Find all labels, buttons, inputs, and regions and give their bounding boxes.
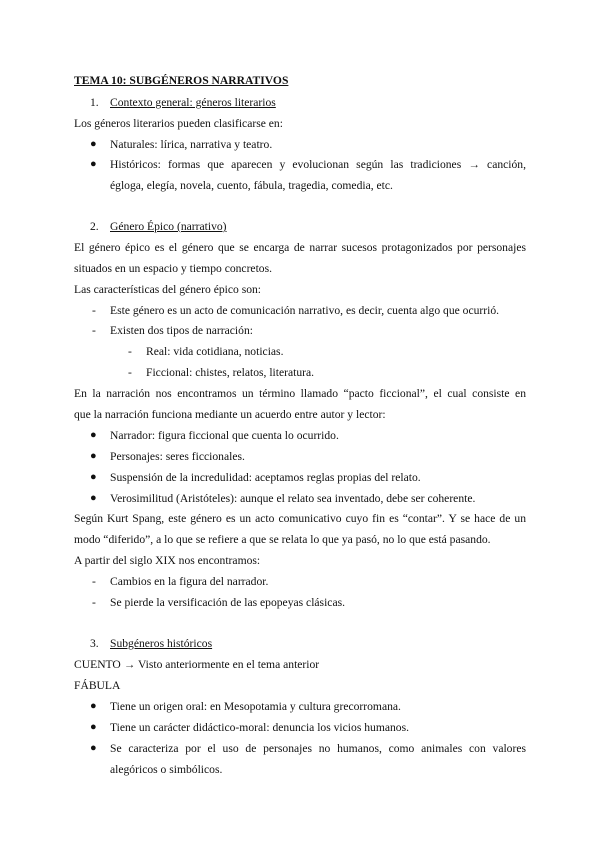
paragraph: situados en un espacio y tiempo concretos. [74,262,273,275]
bullet-icon: ● [90,471,97,483]
list-item: Se caracteriza por el uso de personajes no humanos, como animales con valores [110,742,526,755]
list-item-continuation: égloga, elegía, novela, cuento, fábula, tragedia, comedia, etc. [110,179,393,192]
paragraph: Las características del género épico son: [74,283,262,296]
subgenre-fabula: FÁBULA [74,679,121,692]
section-2-heading: Género Épico (narrativo) [110,220,227,233]
section-1-intro: Los géneros literarios pueden clasificarse en: [74,117,283,130]
sub-list-item: Real: vida cotidiana, noticias. [146,345,284,358]
section-1-number: 1. [90,96,99,109]
paragraph: A partir del siglo XIX nos encontramos: [74,554,261,567]
list-item: Se pierde la versificación de las epopeyas clásicas. [110,596,345,609]
list-item: Históricos: formas que aparecen y evolucionan según las tradiciones → canción, [110,158,526,171]
bullet-icon: ● [90,158,97,170]
paragraph: que la narración funciona mediante un acuerdo entre autor y lector: [74,408,386,421]
dash-icon: - [92,304,96,317]
section-1-heading: Contexto general: géneros literarios [110,96,276,109]
section-3-number: 3. [90,637,99,650]
bullet-icon: ● [90,429,97,441]
section-3-heading: Subgéneros históricos [110,637,213,650]
list-item: Este género es un acto de comunicación narrativo, es decir, cuenta algo que ocurrió. [110,304,500,317]
paragraph: modo “diferido”, a lo que se refiere a que se relata lo que ya pasó, no lo que está pasando. [74,533,491,546]
bullet-icon: ● [90,721,97,733]
bullet-icon: ● [90,742,97,754]
page-title: TEMA 10: SUBGÉNEROS NARRATIVOS [74,74,289,87]
paragraph: El género épico es el género que se encarga de narrar sucesos protagonizados por personajes [74,241,526,254]
list-item: Tiene un origen oral: en Mesopotamia y cultura grecorromana. [110,700,401,713]
bullet-icon: ● [90,138,97,150]
bullet-icon: ● [90,450,97,462]
list-item: Suspensión de la incredulidad: aceptamos reglas propias del relato. [110,471,421,484]
dash-icon: - [92,324,96,337]
bullet-icon: ● [90,700,97,712]
list-item-continuation: alegóricos o simbólicos. [110,763,223,776]
list-item: Cambios en la figura del narrador. [110,575,269,588]
list-item: Narrador: figura ficcional que cuenta lo ocurrido. [110,429,339,442]
dash-icon: - [128,366,132,379]
list-item: Tiene un carácter didáctico-moral: denuncia los vicios humanos. [110,721,409,734]
list-item: Verosimilitud (Aristóteles): aunque el relato sea inventado, debe ser coherente. [110,492,476,505]
dash-icon: - [128,345,132,358]
list-item: Existen dos tipos de narración: [110,324,253,337]
list-item: Personajes: seres ficcionales. [110,450,245,463]
section-2-number: 2. [90,220,99,233]
bullet-icon: ● [90,492,97,504]
paragraph: Según Kurt Spang, este género es un acto comunicativo cuyo fin es “contar”. Y se hace de un [74,512,526,525]
dash-icon: - [92,596,96,609]
sub-list-item: Ficcional: chistes, relatos, literatura. [146,366,315,379]
paragraph: En la narración nos encontramos un término llamado “pacto ficcional”, el cual consiste en [74,387,526,400]
dash-icon: - [92,575,96,588]
list-item: Naturales: lírica, narrativa y teatro. [110,138,273,151]
subgenre-cuento: CUENTO → Visto anteriormente en el tema anterior [74,658,320,671]
